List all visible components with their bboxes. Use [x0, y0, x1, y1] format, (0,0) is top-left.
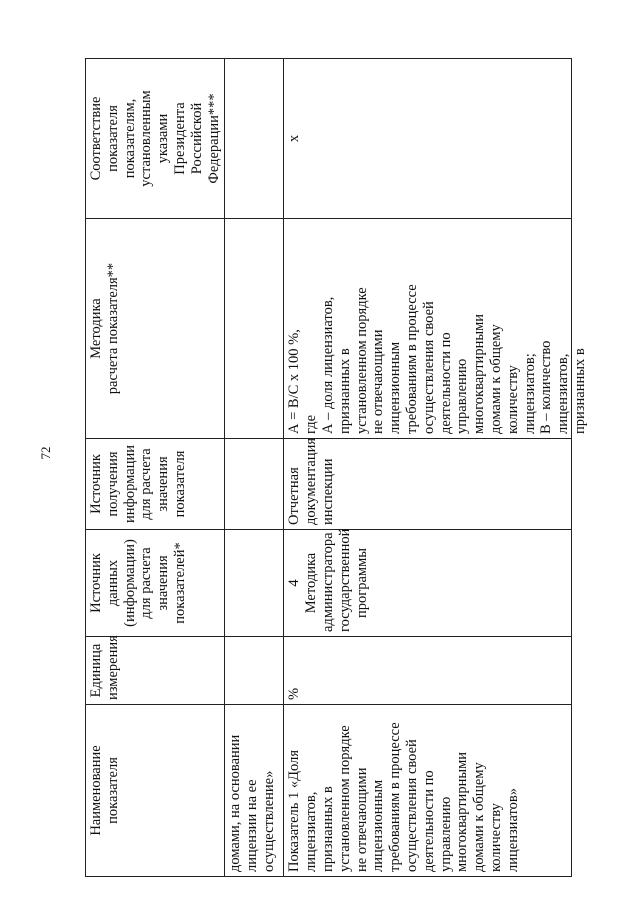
cell-line: управлению — [454, 358, 471, 434]
cell-line: Отчетная — [286, 467, 303, 525]
header-calc-method — [86, 219, 225, 439]
header-decree-compliance — [86, 59, 225, 219]
header-info-source — [86, 439, 225, 530]
cell-line: признанных в — [336, 348, 353, 434]
cell-line: документация — [303, 437, 320, 525]
header-data-source — [86, 530, 225, 637]
cell-decree-compliance — [284, 59, 572, 219]
compliance-value: х — [286, 134, 303, 143]
cell-line: В – количество — [538, 340, 555, 434]
table-header-row — [86, 59, 225, 877]
cell-line: не отвечающими — [353, 767, 370, 872]
cell-line: где — [303, 414, 320, 434]
cell-empty — [225, 59, 284, 219]
header-line: установленным — [138, 90, 155, 187]
table-row-indicator-1 — [284, 59, 572, 877]
header-unit — [86, 637, 225, 705]
cell-line: А – доля лицензиатов, — [319, 296, 336, 434]
continuation-line: осуществление» — [260, 770, 277, 872]
cell-line: признанных в — [319, 786, 336, 872]
cell-line: домами к общему — [471, 762, 488, 872]
header-line: показателям, — [121, 98, 138, 179]
cell-line: лицензиатов, — [303, 791, 320, 872]
cell-line: не отвечающими — [370, 329, 387, 434]
header-line: показателей* — [171, 542, 188, 624]
header-line: Единица — [88, 643, 104, 698]
header-line: показателя — [104, 105, 121, 172]
cell-calc-method — [284, 219, 588, 439]
header-line: Источник — [88, 454, 104, 514]
header-line: Президента — [171, 102, 188, 175]
cell-line: Показатель 1 «Доля — [286, 750, 303, 872]
cell-line: установленном порядке — [353, 287, 370, 434]
rotated-table-wrapper — [85, 59, 588, 877]
cell-line: признанных в — [571, 348, 588, 434]
cell-line: количеству — [504, 365, 521, 434]
cell-line: 4 — [286, 579, 303, 587]
header-line: Наименование — [88, 745, 104, 836]
cell-line: домами к общему — [487, 324, 504, 434]
header-line: значения — [155, 456, 172, 512]
cell-line: многоквартирными — [454, 751, 471, 872]
header-line: показателя — [104, 757, 121, 824]
cell-empty — [225, 530, 284, 637]
continuation-text — [225, 705, 284, 877]
header-line: указами — [155, 113, 172, 164]
cell-empty — [225, 439, 284, 530]
cell-line: установленном порядке — [336, 725, 353, 872]
cell-line: лицензионным — [387, 341, 404, 434]
cell-line: Методика — [303, 552, 320, 614]
cell-line: деятельности по — [420, 770, 437, 872]
header-line: для расчета — [138, 547, 155, 619]
cell-indicator-name — [284, 705, 572, 877]
header-line: измерения — [104, 635, 121, 700]
cell-line: требованиям в процессе — [387, 722, 404, 872]
header-line: Федерации*** — [205, 93, 222, 184]
header-line: Методика — [88, 298, 104, 359]
cell-line: количеству — [487, 803, 504, 872]
cell-line: лицензионным — [370, 779, 387, 872]
cell-line: лицензиатов, — [555, 353, 572, 434]
header-line: получения — [104, 451, 121, 517]
cell-line: осуществления своей — [403, 739, 420, 872]
cell-line: управлению — [437, 796, 454, 872]
cell-line: требованиям в процессе — [403, 284, 420, 434]
cell-line: инспекции — [319, 458, 336, 525]
header-line: Источник — [88, 553, 104, 613]
header-indicator-name — [86, 705, 225, 877]
header-line: информации — [121, 445, 138, 523]
cell-line: А = В/С х 100 %, — [286, 329, 303, 434]
header-line: расчета показателя** — [104, 262, 121, 395]
table-frame — [85, 59, 588, 877]
header-line: показателя — [171, 450, 188, 518]
header-line: для расчета — [138, 448, 155, 520]
header-line: данных — [104, 559, 121, 607]
cell-line: лицензиатов» — [504, 788, 521, 872]
cell-data-source — [284, 530, 572, 637]
continuation-line: лицензии на ее — [244, 779, 261, 872]
cell-line: деятельности по — [437, 332, 454, 434]
cell-line: государственной — [336, 528, 353, 632]
header-line: значения — [155, 555, 172, 611]
cell-empty — [225, 219, 284, 439]
cell-line: лицензиатов; — [521, 353, 538, 434]
header-line: Российской — [188, 102, 205, 175]
cell-unit — [284, 637, 572, 705]
header-line: (информации) — [121, 539, 138, 627]
cell-line: администратора — [319, 532, 336, 632]
indicator-table — [85, 58, 588, 877]
table-row-continuation — [225, 59, 284, 877]
unit-value: % — [286, 687, 303, 700]
cell-empty — [225, 637, 284, 705]
cell-line: многоквартирными — [471, 313, 488, 434]
cell-line: осуществления своей — [420, 301, 437, 434]
header-line: Соответствие — [88, 96, 104, 181]
page-number: 72 — [38, 446, 53, 460]
cell-line: программы — [353, 548, 370, 618]
cell-info-source — [284, 439, 572, 530]
continuation-line: домами, на основании — [227, 734, 244, 872]
